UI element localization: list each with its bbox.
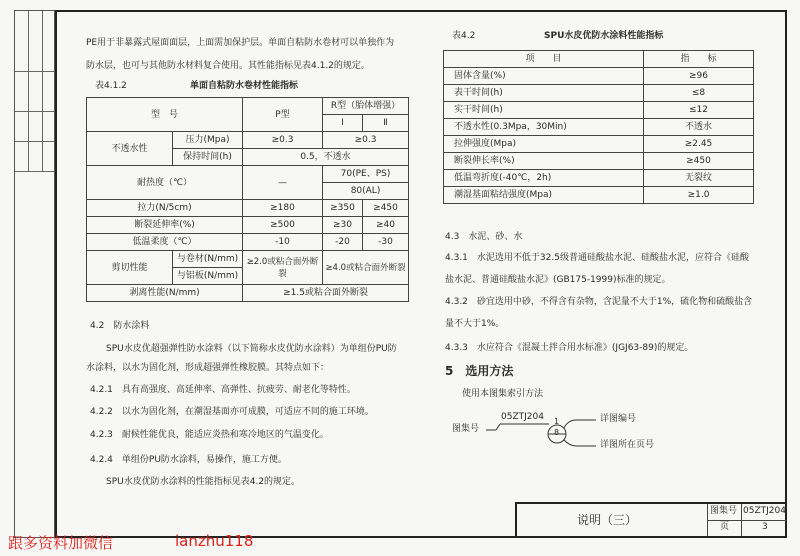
paragraph: 4.3.3 水应符合《混凝土拌合用水标准》(JGJ63-89)的规定。 bbox=[445, 343, 694, 353]
cell: ≥30 bbox=[323, 217, 363, 234]
atlas-label: 图集号 bbox=[452, 424, 480, 434]
cell: 断裂延伸率(%) bbox=[87, 217, 243, 234]
cell-item: 不透水性(0.3Mpa，30Min) bbox=[444, 119, 644, 136]
table-412 bbox=[86, 97, 409, 302]
detail-page-label: 详图所在页号 bbox=[600, 440, 655, 450]
col-r2: Ⅱ bbox=[363, 115, 409, 132]
watermark-left: 跟多资料加微信 bbox=[8, 534, 114, 552]
col-r1: Ⅰ bbox=[323, 115, 363, 132]
table-row bbox=[444, 119, 754, 136]
table-42-label: 表4.2 bbox=[452, 31, 476, 41]
table-row bbox=[87, 200, 409, 217]
table-row bbox=[444, 85, 754, 102]
section-4-3-heading: 4.3 水泥、砂、水 bbox=[445, 232, 523, 242]
cell-value: 不透水 bbox=[644, 119, 754, 136]
cell: 耐热度（℃） bbox=[87, 166, 243, 200]
cell: -10 bbox=[243, 234, 323, 251]
paragraph: SPU水皮优防水涂料的性能指标见表4.2的规定。 bbox=[106, 477, 301, 487]
paragraph: 使用本图集索引方法 bbox=[462, 389, 544, 399]
table-row bbox=[87, 234, 409, 251]
paragraph: 量不大于1%。 bbox=[445, 319, 505, 329]
detail-number-label: 详图编号 bbox=[600, 414, 637, 424]
cell: -20 bbox=[323, 234, 363, 251]
intro-line-1: PE用于非暴露式屋面面层，上面需加保护层。单面自粘防水卷材可以单独作为 bbox=[86, 38, 395, 48]
paragraph: 水涂料，以水为固化剂，形成超强弹性橡胶膜。其特点如下： bbox=[86, 363, 330, 373]
signature-strip bbox=[14, 10, 55, 538]
cell: -30 bbox=[363, 234, 409, 251]
watermark-right: ianzhu118 bbox=[175, 532, 254, 550]
col-item: 项 目 bbox=[444, 51, 644, 68]
cell: 0.5，不透水 bbox=[243, 149, 409, 166]
table-412-label: 表4.1.2 bbox=[95, 81, 127, 91]
cell-value: ≥1.0 bbox=[644, 187, 754, 204]
list-item: 4.2.3 耐候性能优良，能适应炎热和寒冷地区的气温变化。 bbox=[90, 430, 329, 440]
paragraph: 4.3.2 砂宜选用中砂，不得含有杂物，含泥量不大于1%，硫化物和硫酸盐含 bbox=[445, 297, 753, 307]
atlas-code: 05ZTJ204 bbox=[743, 506, 786, 516]
cell-item: 断裂伸长率(%) bbox=[444, 153, 644, 170]
table-412-title: 单面自粘防水卷材性能指标 bbox=[190, 81, 299, 91]
cell: ≥4.0或粘合面外断裂 bbox=[323, 251, 409, 285]
cell-item: 实干时间(h) bbox=[444, 102, 644, 119]
cell: 拉力(N/5cm) bbox=[87, 200, 243, 217]
col-type: 型 号 bbox=[87, 98, 243, 132]
col-index: 指 标 bbox=[644, 51, 754, 68]
cell-value: ≥96 bbox=[644, 68, 754, 85]
cell-item: 固体含量(%) bbox=[444, 68, 644, 85]
cell-value: ≥450 bbox=[644, 153, 754, 170]
cell-item: 低温弯折度(-40℃，2h) bbox=[444, 170, 644, 187]
cell: ≥180 bbox=[243, 200, 323, 217]
list-item: 4.2.1 具有高强度、高延伸率、高弹性、抗疲劳、耐老化等特性。 bbox=[90, 385, 356, 395]
cell: ≥2.0或粘合面外断裂 bbox=[243, 251, 323, 285]
cell-value: ≤8 bbox=[644, 85, 754, 102]
page-number: 3 bbox=[762, 522, 768, 532]
cell: ≥0.3 bbox=[323, 132, 409, 149]
intro-line-2: 防水层，也可与其他防水材料复合使用。其性能指标见表4.1.2的规定。 bbox=[86, 61, 370, 71]
paragraph: 4.3.1 水泥选用不低于32.5级普通硅酸盐水泥、硅酸盐水泥，应符合《硅酸 bbox=[445, 253, 749, 263]
cell: 与铝板(N/mm) bbox=[173, 268, 243, 285]
drawing-title: 说明（三） bbox=[577, 513, 638, 527]
cell: — bbox=[243, 166, 323, 200]
col-r: R型（胎体增强） bbox=[323, 98, 409, 115]
cell: 70(PE、PS) bbox=[323, 166, 409, 183]
table-row bbox=[444, 68, 754, 85]
cell: ≥1.5或粘合面外断裂 bbox=[243, 285, 409, 302]
cell: 保持时间(h) bbox=[173, 149, 243, 166]
cell-value: 无裂纹 bbox=[644, 170, 754, 187]
table-row bbox=[444, 170, 754, 187]
detail-number: 1 bbox=[554, 417, 560, 426]
section-4-2-heading: 4.2 防水涂料 bbox=[90, 321, 150, 331]
table-row bbox=[444, 187, 754, 204]
table-42-title: SPU水皮优防水涂料性能指标 bbox=[544, 31, 664, 41]
page-label: 页 bbox=[720, 522, 730, 532]
cell-item: 潮湿基面粘结强度(Mpa) bbox=[444, 187, 644, 204]
cell-item: 表干时间(h) bbox=[444, 85, 644, 102]
cell: ≥0.3 bbox=[243, 132, 323, 149]
title-block bbox=[515, 502, 787, 538]
cell-item: 拉伸强度(Mpa) bbox=[444, 136, 644, 153]
cell: 剥离性能(N/mm) bbox=[87, 285, 243, 302]
cell: 80(AL) bbox=[323, 183, 409, 200]
section-5-heading: 5 选用方法 bbox=[445, 364, 514, 378]
table-row bbox=[444, 153, 754, 170]
cell: 不透水性 bbox=[87, 132, 173, 166]
cell-value: ≥2.45 bbox=[644, 136, 754, 153]
paragraph: 盐水泥、普通硅酸盐水泥》(GB175-1999)标准的规定。 bbox=[445, 275, 671, 285]
atlas-code: 05ZTJ204 bbox=[501, 412, 544, 422]
table-row bbox=[444, 136, 754, 153]
table-row bbox=[444, 102, 754, 119]
table-row bbox=[87, 217, 409, 234]
cell: ≥500 bbox=[243, 217, 323, 234]
table-42 bbox=[443, 50, 754, 204]
col-p: P型 bbox=[243, 98, 323, 132]
list-item: 4.2.2 以水为固化剂，在潮湿基面亦可成膜，可适应不同的施工环境。 bbox=[90, 407, 374, 417]
cell: 低温柔度（℃） bbox=[87, 234, 243, 251]
cell: ≥350 bbox=[323, 200, 363, 217]
cell: 与卷材(N/mm) bbox=[173, 251, 243, 268]
cell: 剪切性能 bbox=[87, 251, 173, 285]
cell: ≥40 bbox=[363, 217, 409, 234]
cell: 压力(Mpa) bbox=[173, 132, 243, 149]
cell: ≥450 bbox=[363, 200, 409, 217]
detail-page: 8 bbox=[554, 428, 560, 437]
paragraph: SPU水皮优超强弹性防水涂料（以下简称水皮优防水涂料）为单组份PU防 bbox=[106, 344, 397, 354]
atlas-label: 图集号 bbox=[710, 506, 738, 516]
list-item: 4.2.4 单组份PU防水涂料，易操作，施工方便。 bbox=[90, 455, 287, 465]
cell-value: ≤12 bbox=[644, 102, 754, 119]
